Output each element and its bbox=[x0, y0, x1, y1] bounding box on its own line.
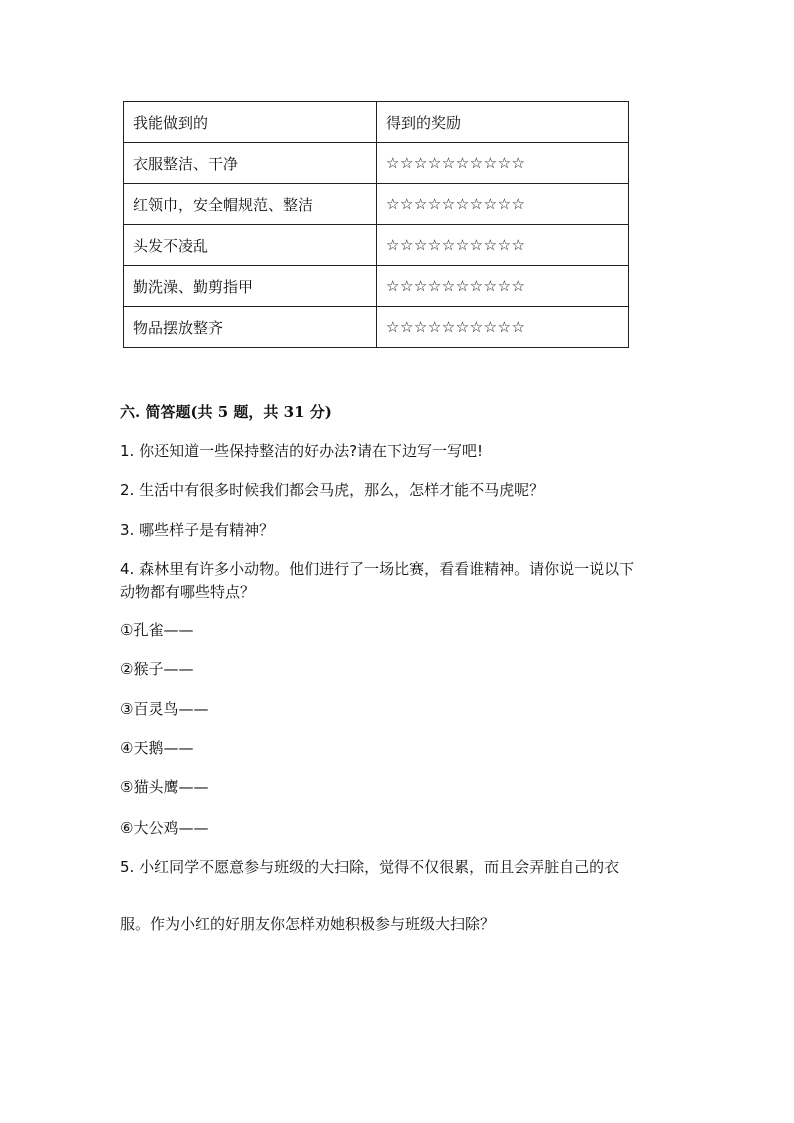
row-item: 头发不凌乱 bbox=[124, 225, 377, 266]
row-stars: ☆☆☆☆☆☆☆☆☆☆ bbox=[377, 184, 629, 225]
table-row bbox=[124, 184, 629, 225]
header-cell-can-do: 我能做到的 bbox=[124, 102, 377, 143]
question-3: 3. 哪些样子是有精神？ bbox=[120, 521, 275, 539]
table-row bbox=[124, 143, 629, 184]
question-4-line-2: 动物都有哪些特点？ bbox=[120, 583, 256, 601]
animal-item: ④天鹅—— bbox=[120, 739, 194, 757]
row-item: 物品摆放整齐 bbox=[124, 307, 377, 348]
animal-item: ⑥大公鸡—— bbox=[120, 819, 209, 837]
row-item: 衣服整洁、干净 bbox=[124, 143, 377, 184]
animal-item: ②猴子—— bbox=[120, 660, 194, 678]
question-5-line-1: 5. 小红同学不愿意参与班级的大扫除，觉得不仅很累，而且会弄脏自己的衣 bbox=[120, 858, 620, 876]
section-title: 六. 简答题(共 5 题，共 31 分) bbox=[120, 403, 332, 421]
row-stars: ☆☆☆☆☆☆☆☆☆☆ bbox=[377, 307, 629, 348]
question-1: 1. 你还知道一些保持整洁的好办法?请在下边写一写吧! bbox=[120, 442, 484, 460]
row-stars: ☆☆☆☆☆☆☆☆☆☆ bbox=[377, 225, 629, 266]
animal-item: ①孔雀—— bbox=[120, 621, 194, 639]
animal-item: ③百灵鸟—— bbox=[120, 700, 209, 718]
animal-item: ⑤猫头鹰—— bbox=[120, 778, 209, 796]
question-2: 2. 生活中有很多时候我们都会马虎，那么，怎样才能不马虎呢？ bbox=[120, 481, 545, 499]
table-row bbox=[124, 307, 629, 348]
table-row bbox=[124, 266, 629, 307]
question-4-line-1: 4. 森林里有许多小动物。他们进行了一场比赛，看看谁精神。请你说一说以下 bbox=[120, 560, 635, 578]
header-cell-reward: 得到的奖励 bbox=[377, 102, 629, 143]
question-5-line-2: 服。作为小红的好朋友你怎样劝她积极参与班级大扫除？ bbox=[120, 915, 496, 933]
table-row bbox=[124, 225, 629, 266]
row-item: 红领巾，安全帽规范、整洁 bbox=[124, 184, 377, 225]
row-stars: ☆☆☆☆☆☆☆☆☆☆ bbox=[377, 143, 629, 184]
table-header-row bbox=[124, 102, 629, 143]
row-stars: ☆☆☆☆☆☆☆☆☆☆ bbox=[377, 266, 629, 307]
row-item: 勤洗澡、勤剪指甲 bbox=[124, 266, 377, 307]
rewards-table bbox=[123, 101, 629, 348]
